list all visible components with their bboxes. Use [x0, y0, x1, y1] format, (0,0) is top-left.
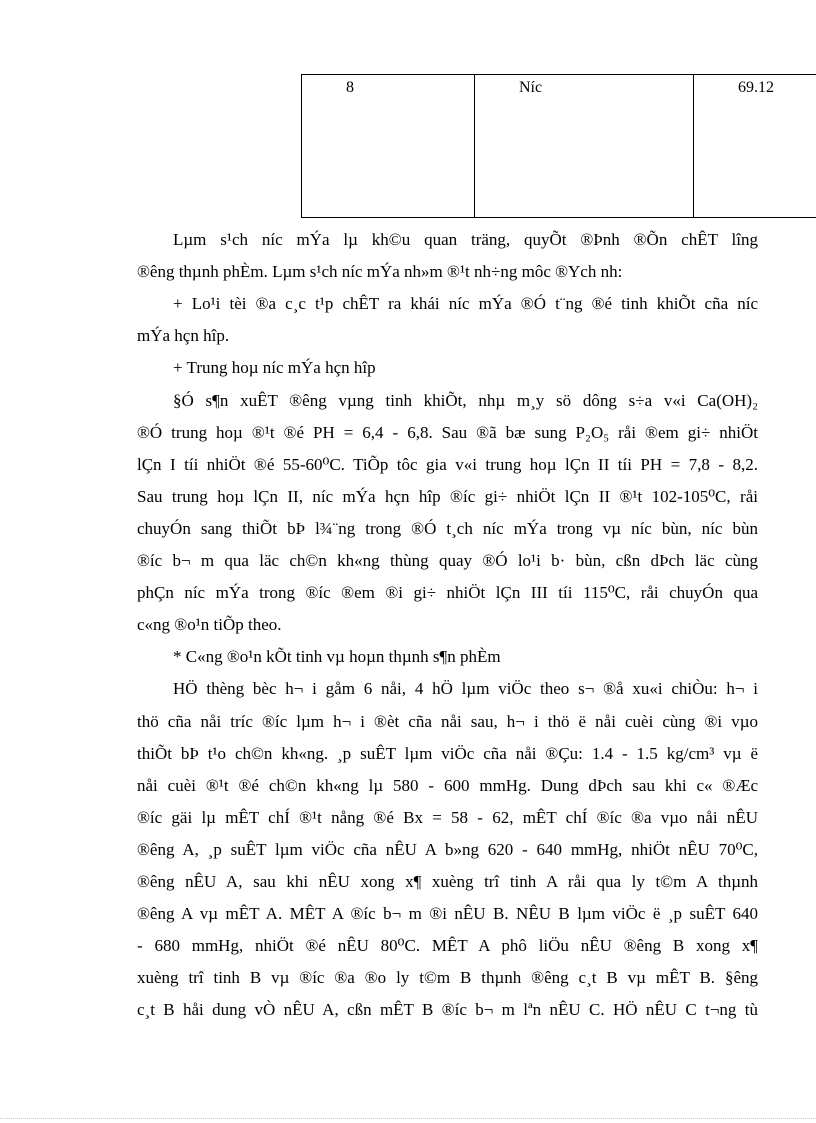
text-line: xuèng trî tinh B vµ ®íc ®a ®o ly t©m B thµnh ®êng c¸t B vµ mÊT B. §êng	[137, 968, 758, 988]
text-line: HÖ thèng bèc h¬ i gåm 6 nåi, 4 hÖ lµm viÖc theo s¬ ®å xu«i chiÒu: h¬ i	[173, 679, 758, 699]
text-line: + Lo¹i tèi ®a c¸c t¹p chÊT ra khái níc mÝa ®Ó t¨ng ®é tinh khiÕt cña níc	[173, 294, 758, 314]
text-line: §Ó s¶n xuÊT ®êng vµng tinh khiÕt, nhµ m¸y sö dông s÷a v«i Ca(OH)₂	[173, 390, 758, 410]
data-table	[301, 74, 816, 218]
text-line: ®êng thµnh phÈm. Lµm s¹ch níc mÝa nh»m ®¹t nh÷ng môc ®Ych nh:	[137, 262, 623, 282]
text-line: phÇn níc mÝa trong ®íc ®em ®i gi÷ nhiÖt lÇn III tíi 115⁰C, råi chuyÓn qua	[137, 583, 758, 603]
text-line: mÝa hçn hîp.	[137, 326, 230, 346]
text-line: c¸t B håi dung vÒ nÊU A, cßn mÊT B ®íc b¬ m lªn nÊU C. HÖ nÊU C t¬ng tù	[137, 1000, 758, 1020]
text-line: ®íc b¬ m qua läc ch©n kh«ng thùng quay ®Ó lo¹i b· bùn, cßn dÞch läc cùng	[137, 551, 758, 570]
text-line: Lµm s¹ch níc mÝa lµ kh©u quan träng, quyÕt ®Þnh ®Õn chÊT lîng	[173, 230, 758, 249]
text-line: ®êng nÊU A, sau khi nÊU xong x¶ xuèng trî tinh A råi qua ly t©m A thµnh	[137, 872, 758, 891]
table-cell-value	[694, 75, 816, 217]
text-line: nåi cuèi ®¹t ®é ch©n kh«ng lµ 580 - 600 mmHg. Dung dÞch sau khi c« ®Æc	[137, 775, 758, 795]
text-line: Sau trung hoµ lÇn II, níc mÝa hçn hîp ®íc gi÷ nhiÖt lÇn II ®¹t 102-105⁰C, råi	[137, 486, 758, 506]
cell-text: Níc	[519, 79, 543, 96]
page-bottom-rule	[0, 1118, 816, 1119]
text-line: lÇn I tíi nhiÖt ®é 55-60⁰C. TiÕp tôc gia v«i trung hoµ lÇn II tíi PH = 7,8 - 8,2.	[137, 454, 758, 474]
text-line: ®êng A, ¸p suÊT lµm viÖc cña nÊU A b»ng 620 - 640 mmHg, nhiÖt nÊU 70⁰C,	[137, 839, 758, 859]
text-line: ®Ó trung hoµ ®¹t ®é PH = 6,4 - 6,8. Sau ®ã bæ sung P₂O₅ råi ®em gi÷ nhiÖt	[137, 422, 758, 442]
text-line: - 680 mmHg, nhiÖt ®é nÊU 80⁰C. MÊT A phô liÖu nÊU ®êng B xong x¶	[137, 936, 758, 956]
text-line: c«ng ®o¹n tiÕp theo.	[137, 615, 282, 635]
cell-text: 69.12	[738, 79, 774, 96]
text-line: + Trung hoµ níc mÝa hçn hîp	[173, 358, 376, 378]
text-line: ®êng A vµ mÊT A. MÊT A ®íc b¬ m ®i nÊU B. NÊU B lµm viÖc ë ¸p suÊT 640	[137, 904, 758, 924]
table-cell-index	[302, 75, 475, 217]
text-line: ®íc gäi lµ mÊT chÍ ®¹t nång ®é Bx = 58 - 62, mÊT chÍ ®íc ®a vµo nåi nÊU	[137, 807, 758, 827]
text-line: * C«ng ®o¹n kÕt tinh vµ hoµn thµnh s¶n phÈm	[173, 647, 501, 667]
text-line: thiÕt bÞ t¹o ch©n kh«ng. ¸p suÊT lµm viÖc cña nåi ®Çu: 1.4 - 1.5 kg/cm³ vµ ë	[137, 743, 758, 763]
table-cell-name	[475, 75, 694, 217]
text-line: thö cña nåi tríc ®íc lµm h¬ i ®èt cña nåi sau, h¬ i thö ë nåi cuèi cùng ®i vµo	[137, 711, 758, 731]
text-line: chuyÓn sang thiÕt bÞ l¾¨ng trong ®Ó t¸ch níc mÝa trong vµ níc bùn, níc bùn	[137, 518, 758, 538]
cell-text: 8	[346, 79, 354, 96]
